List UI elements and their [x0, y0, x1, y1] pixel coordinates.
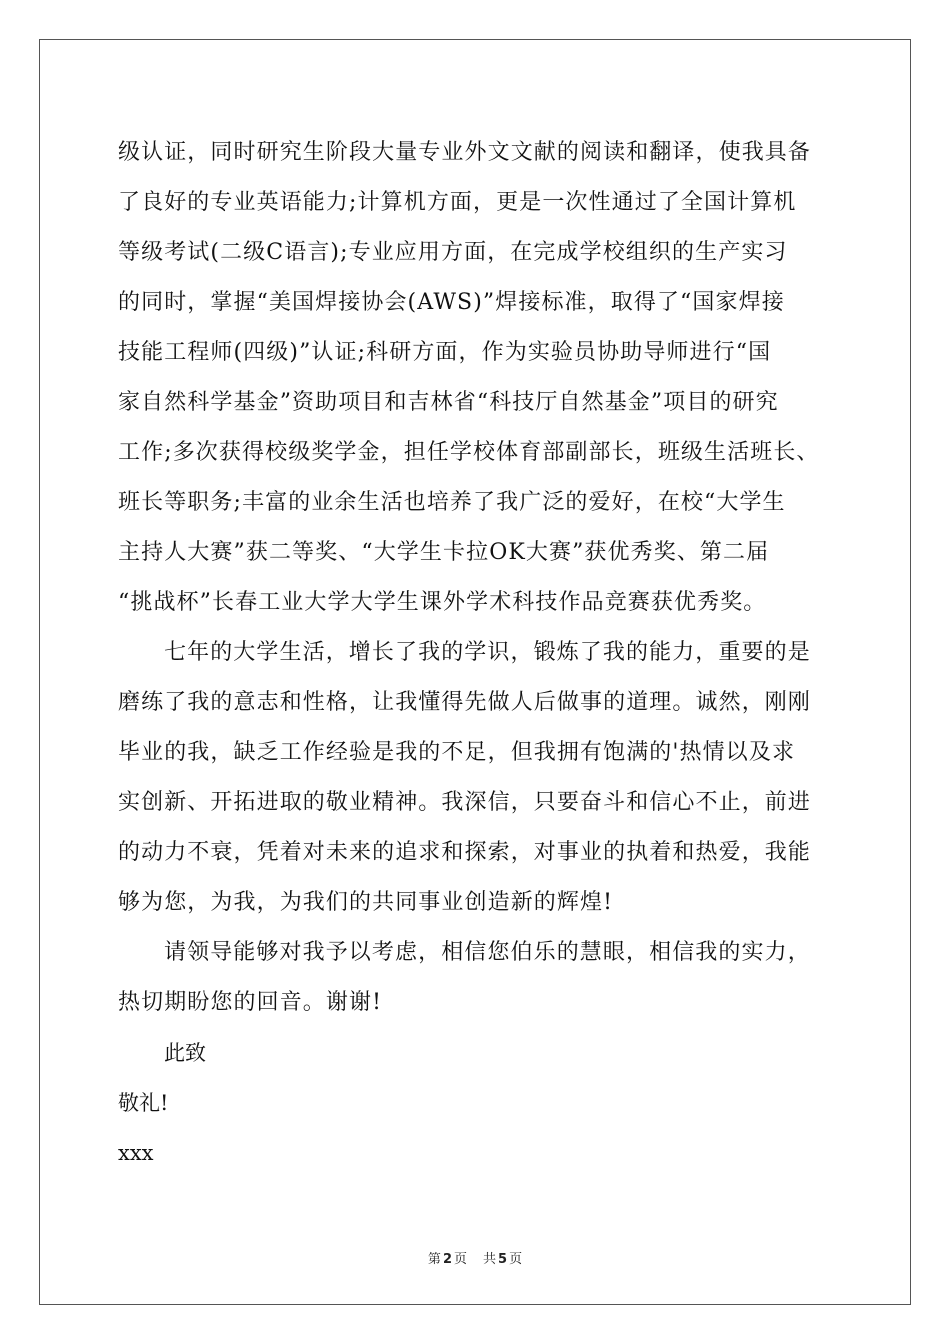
text-line: 技能工程师(四级)”认证;科研方面，作为实验员协助导师进行“国	[118, 340, 772, 365]
text-line: 毕业的我，缺乏工作经验是我的不足，但我拥有饱满的'热情以及求	[118, 740, 796, 765]
page-suffix: 页	[453, 1252, 467, 1267]
text-line: 家自然科学基金”资助项目和吉林省“科技厅自然基金”项目的研究	[118, 390, 779, 415]
text-line: 七年的大学生活，增长了我的学识，锻炼了我的能力，重要的是	[164, 640, 811, 665]
text-line: 了良好的专业英语能力;计算机方面，更是一次性通过了全国计算机	[118, 190, 797, 215]
page-footer	[0, 1248, 950, 1267]
closing-salutation: 此致	[164, 1041, 206, 1065]
text-line: 的动力不衰，凭着对未来的追求和探索，对事业的执着和热爱，我能	[118, 840, 812, 865]
closing-regards: 敬礼!	[118, 1091, 169, 1115]
paragraph-qualifications	[118, 128, 858, 628]
text-line: 级认证，同时研究生阶段大量专业外文文献的阅读和翻译，使我具备	[118, 140, 812, 165]
text-line: 的同时，掌握“美国焊接协会(AWS)”焊接标准，取得了“国家焊接	[118, 290, 785, 315]
text-line: 磨练了我的意志和性格，让我懂得先做人后做事的道理。诚然，刚刚	[118, 690, 812, 715]
page-number: 2	[442, 1252, 452, 1267]
text-line: 等级考试(二级C语言);专业应用方面，在完成学校组织的生产实习	[118, 240, 788, 265]
signature: xxx	[118, 1141, 154, 1165]
text-line: 请领导能够对我予以考虑，相信您伯乐的慧眼，相信我的实力，	[164, 940, 811, 965]
text-line: 班长等职务;丰富的业余生活也培养了我广泛的爱好，在校“大学生	[118, 490, 786, 515]
total-suffix: 页	[509, 1252, 523, 1267]
text-line: 实创新、开拓进取的敬业精神。我深信，只要奋斗和信心不止，前进	[118, 790, 812, 815]
text-line: 主持人大赛”获二等奖、“大学生卡拉OK大赛”获优秀奖、第二届	[118, 540, 770, 565]
total-prefix: 共	[483, 1252, 497, 1267]
paragraph-summary	[118, 628, 858, 928]
total-pages: 5	[498, 1252, 508, 1267]
text-line: 热切期盼您的回音。谢谢!	[118, 990, 383, 1015]
text-line: “挑战杯”长春工业大学大学生课外学术科技作品竞赛获优秀奖。	[118, 590, 767, 615]
letter-closing	[118, 1028, 858, 1178]
letter-body	[118, 128, 858, 1178]
page-prefix: 第	[427, 1252, 441, 1267]
paragraph-request	[118, 928, 858, 1028]
text-line: 够为您，为我，为我们的共同事业创造新的辉煌!	[118, 890, 614, 915]
text-line: 工作;多次获得校级奖学金，担任学校体育部副部长，班级生活班长、	[118, 440, 820, 465]
